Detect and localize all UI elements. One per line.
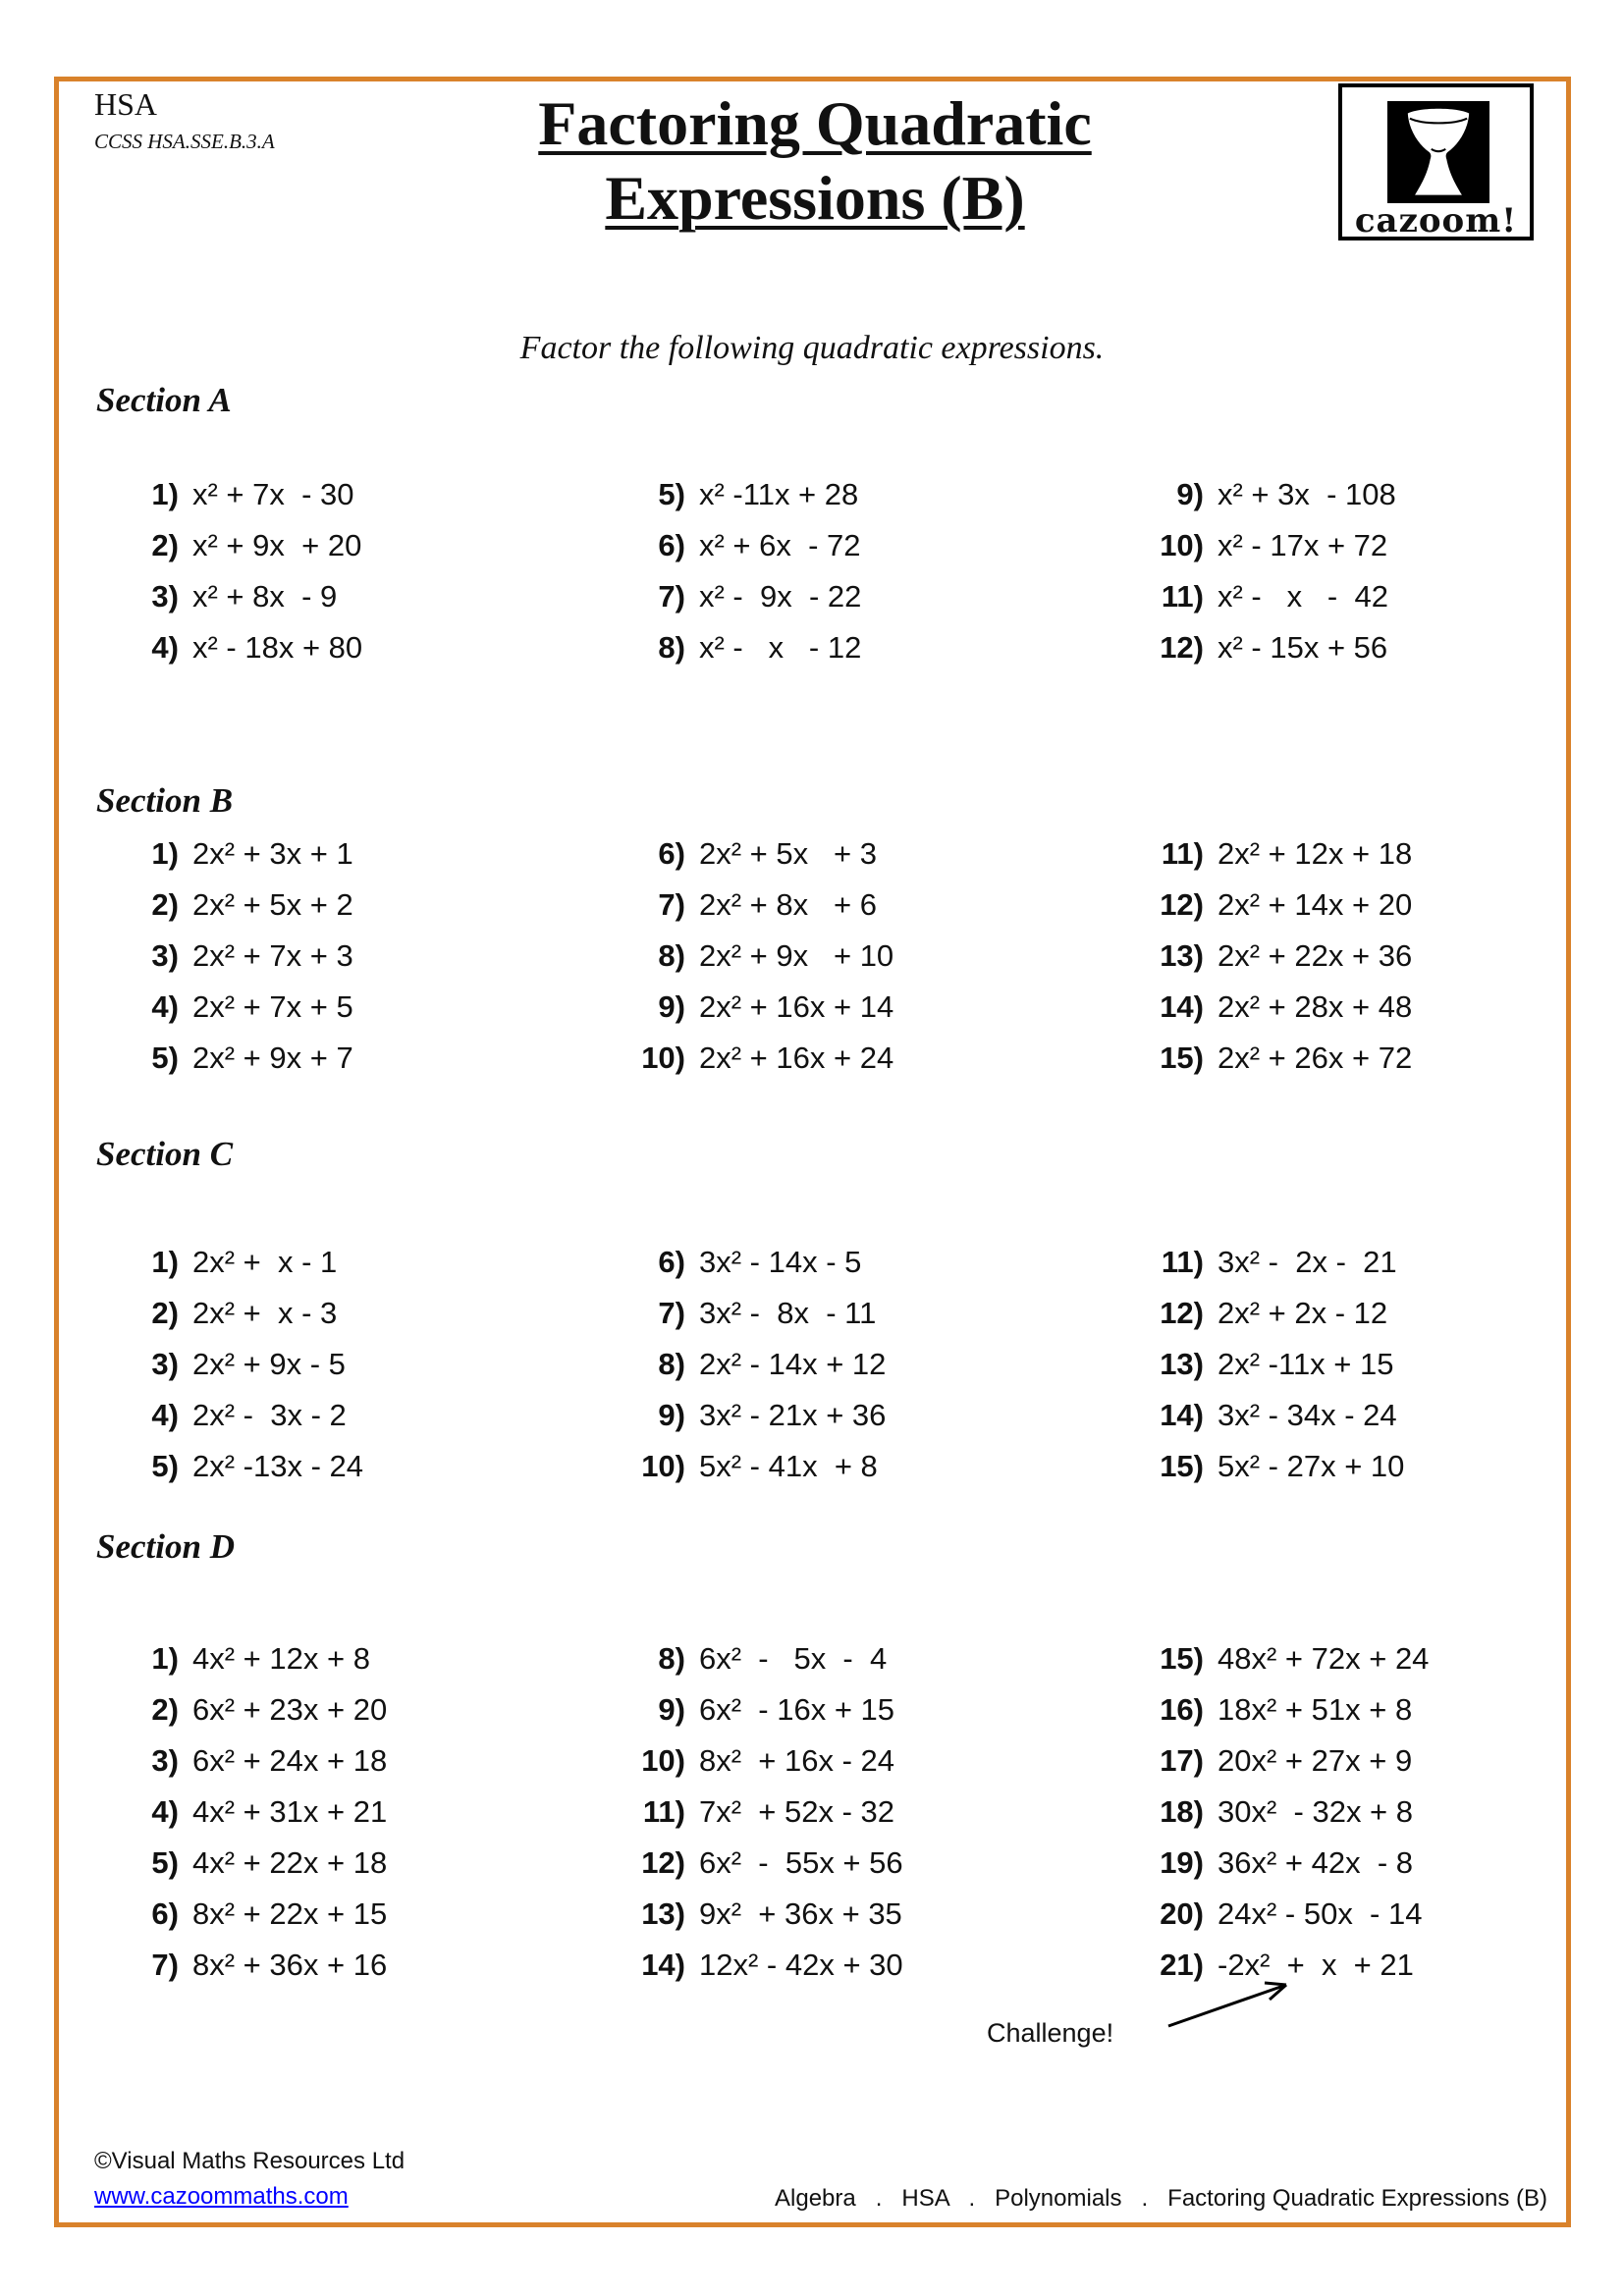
question-item (124, 1735, 387, 1787)
question-item (1149, 622, 1396, 673)
question-expression: 8x² + 36x + 16 (192, 1948, 388, 1982)
question-item (1149, 1633, 1429, 1684)
question-expression: x² -11x + 28 (699, 477, 859, 511)
question-number: 9) (658, 1398, 685, 1432)
question-item (630, 571, 861, 622)
question-item (1149, 1237, 1404, 1288)
question-number: 2) (151, 1296, 179, 1330)
question-number: 12) (1160, 1296, 1204, 1330)
question-expression: 3x² - 14x - 5 (699, 1245, 862, 1279)
section-c-header: Section C (96, 1135, 234, 1173)
question-item (1149, 982, 1412, 1033)
question-expression: 3x² - 34x - 24 (1218, 1398, 1397, 1432)
question-expression: 30x² - 32x + 8 (1218, 1794, 1414, 1829)
question-expression: x² - 18x + 80 (192, 630, 363, 665)
question-expression: 4x² + 12x + 8 (192, 1641, 370, 1676)
question-item (630, 1288, 886, 1339)
question-number: 17) (1160, 1743, 1204, 1778)
question-expression: 12x² - 42x + 30 (699, 1948, 903, 1982)
question-number: 9) (1176, 477, 1204, 511)
question-expression: 6x² - 16x + 15 (699, 1692, 895, 1727)
question-item (124, 1288, 363, 1339)
question-number: 11) (642, 1794, 685, 1829)
question-number: 4) (151, 989, 179, 1024)
question-number: 1) (151, 1641, 179, 1676)
question-number: 5) (151, 1449, 179, 1483)
question-item (124, 520, 362, 571)
question-item (630, 1684, 903, 1735)
question-expression: x² - 9x - 22 (699, 579, 862, 614)
question-item (630, 469, 861, 520)
question-item (1149, 1838, 1429, 1889)
question-expression: 2x² + x - 1 (192, 1245, 338, 1279)
question-number: 8) (658, 630, 685, 665)
question-item (124, 469, 362, 520)
question-item (124, 1237, 363, 1288)
question-expression: 2x² -13x - 24 (192, 1449, 364, 1483)
question-expression: x² - 15x + 56 (1218, 630, 1388, 665)
question-number: 12) (1160, 887, 1204, 922)
question-number: 7) (658, 579, 685, 614)
question-number: 15) (1160, 1449, 1204, 1483)
question-expression: 2x² + 5x + 3 (699, 836, 877, 871)
question-number: 13) (1160, 938, 1204, 973)
question-expression: 2x² + 16x + 14 (699, 989, 894, 1024)
question-number: 4) (151, 1794, 179, 1829)
question-item (124, 622, 362, 673)
question-item (630, 1390, 886, 1441)
title-line-1: Factoring Quadratic (538, 88, 1092, 158)
question-number: 3) (151, 1347, 179, 1381)
question-item (1149, 469, 1396, 520)
question-number: 8) (658, 1641, 685, 1676)
question-expression: 24x² - 50x - 14 (1218, 1896, 1423, 1931)
question-number: 8) (658, 938, 685, 973)
question-expression: 3x² - 8x - 11 (699, 1296, 877, 1330)
question-expression: x² + 8x - 9 (192, 579, 338, 614)
question-item (1149, 1787, 1429, 1838)
question-item (124, 571, 362, 622)
question-item (124, 931, 353, 982)
question-number: 13) (641, 1896, 685, 1931)
question-item (1149, 1390, 1404, 1441)
question-item (124, 1033, 353, 1084)
question-item (630, 1633, 903, 1684)
question-expression: 2x² -11x + 15 (1218, 1347, 1394, 1381)
question-number: 2) (151, 1692, 179, 1727)
question-number: 6) (658, 528, 685, 562)
question-number: 9) (658, 989, 685, 1024)
question-number: 6) (658, 836, 685, 871)
question-expression: x² + 9x + 20 (192, 528, 362, 562)
question-expression: 3x² - 21x + 36 (699, 1398, 887, 1432)
question-item (1149, 1889, 1429, 1940)
footer-link[interactable]: www.cazoommaths.com (94, 2183, 349, 2210)
question-number: 14) (1160, 989, 1204, 1024)
question-expression: 6x² + 24x + 18 (192, 1743, 388, 1778)
question-expression: x² - x - 12 (699, 630, 862, 665)
question-number: 7) (658, 1296, 685, 1330)
question-number: 2) (151, 887, 179, 922)
question-item (124, 1787, 387, 1838)
question-expression: 2x² + 9x + 7 (192, 1041, 353, 1075)
question-item (124, 1390, 363, 1441)
question-number: 4) (151, 1398, 179, 1432)
question-item (1149, 1033, 1412, 1084)
question-expression: 4x² + 22x + 18 (192, 1845, 388, 1880)
section-d-column-2 (630, 1633, 903, 1991)
question-expression: 5x² - 41x + 8 (699, 1449, 878, 1483)
question-expression: -2x² + x + 21 (1218, 1948, 1414, 1982)
question-item (630, 931, 893, 982)
question-number: 7) (151, 1948, 179, 1982)
question-item (1149, 828, 1412, 880)
challenge-arrow-icon (1164, 1971, 1301, 2034)
section-a-column-3 (1149, 469, 1396, 673)
question-expression: 7x² + 52x - 32 (699, 1794, 895, 1829)
question-number: 4) (151, 630, 179, 665)
question-item (630, 1441, 886, 1492)
question-number: 11) (1161, 836, 1204, 871)
question-expression: x² + 7x - 30 (192, 477, 354, 511)
question-item (124, 1889, 387, 1940)
question-number: 1) (151, 836, 179, 871)
question-item (124, 1441, 363, 1492)
question-expression: 20x² + 27x + 9 (1218, 1743, 1413, 1778)
question-number: 11) (1161, 1245, 1204, 1279)
question-item (1149, 1735, 1429, 1787)
section-b-column-3 (1149, 828, 1412, 1084)
question-number: 9) (658, 1692, 685, 1727)
question-expression: 8x² + 22x + 15 (192, 1896, 388, 1931)
question-number: 5) (151, 1845, 179, 1880)
question-number: 10) (641, 1041, 685, 1075)
question-expression: x² - 17x + 72 (1218, 528, 1388, 562)
question-expression: 3x² - 2x - 21 (1218, 1245, 1397, 1279)
question-expression: 36x² + 42x - 8 (1218, 1845, 1414, 1880)
section-d-header: Section D (96, 1527, 235, 1566)
question-expression: 2x² + 22x + 36 (1218, 938, 1413, 973)
question-item (124, 1940, 387, 1991)
question-number: 10) (1160, 528, 1204, 562)
question-number: 6) (658, 1245, 685, 1279)
question-expression: 2x² + 28x + 48 (1218, 989, 1413, 1024)
question-number: 14) (641, 1948, 685, 1982)
question-expression: 2x² + x - 3 (192, 1296, 338, 1330)
question-item (124, 1633, 387, 1684)
question-item (124, 828, 353, 880)
question-number: 2) (151, 528, 179, 562)
question-expression: 2x² + 8x + 6 (699, 887, 877, 922)
standard-code: CCSS HSA.SSE.B.3.A (94, 130, 275, 153)
instruction-text: Factor the following quadratic expressions. (519, 330, 1105, 366)
question-expression: 2x² + 16x + 24 (699, 1041, 894, 1075)
question-expression: 18x² + 51x + 8 (1218, 1692, 1413, 1727)
page-title (245, 86, 1384, 236)
question-number: 19) (1160, 1845, 1204, 1880)
question-item (1149, 931, 1412, 982)
question-item (630, 520, 861, 571)
question-expression: x² + 3x - 108 (1218, 477, 1396, 511)
question-item (630, 1940, 903, 1991)
question-number: 10) (641, 1449, 685, 1483)
question-number: 12) (1160, 630, 1204, 665)
question-expression: 2x² + 12x + 18 (1218, 836, 1413, 871)
question-expression: 48x² + 72x + 24 (1218, 1641, 1430, 1676)
question-item (1149, 1441, 1404, 1492)
challenge-label: Challenge! (987, 2018, 1114, 2048)
question-item (1149, 1288, 1404, 1339)
question-expression: 2x² + 9x + 10 (699, 938, 894, 973)
question-number: 12) (641, 1845, 685, 1880)
question-expression: 2x² + 7x + 3 (192, 938, 353, 973)
question-item (124, 1339, 363, 1390)
question-item (630, 622, 861, 673)
question-expression: 5x² - 27x + 10 (1218, 1449, 1405, 1483)
question-number: 3) (151, 938, 179, 973)
section-b-column-1 (124, 828, 353, 1084)
question-expression: 2x² + 26x + 72 (1218, 1041, 1413, 1075)
question-number: 3) (151, 1743, 179, 1778)
question-item (1149, 1339, 1404, 1390)
question-number: 11) (1161, 579, 1204, 614)
question-item (630, 982, 893, 1033)
question-item (630, 1838, 903, 1889)
question-item (630, 1787, 903, 1838)
section-d-column-3 (1149, 1633, 1429, 1991)
question-item (124, 880, 353, 931)
question-item (630, 1889, 903, 1940)
question-number: 7) (658, 887, 685, 922)
question-number: 21) (1160, 1948, 1204, 1982)
drum-icon (1387, 101, 1489, 203)
question-number: 1) (151, 477, 179, 511)
question-number: 15) (1160, 1041, 1204, 1075)
question-number: 14) (1160, 1398, 1204, 1432)
course-code: HSA (94, 86, 158, 122)
question-number: 15) (1160, 1641, 1204, 1676)
section-a-header: Section A (96, 381, 232, 419)
question-number: 1) (151, 1245, 179, 1279)
question-item (124, 1684, 387, 1735)
cazoom-logo (1338, 83, 1534, 240)
section-c-column-1 (124, 1237, 363, 1492)
question-item (124, 982, 353, 1033)
question-expression: 4x² + 31x + 21 (192, 1794, 388, 1829)
question-expression: x² - x - 42 (1218, 579, 1388, 614)
question-expression: x² + 6x - 72 (699, 528, 861, 562)
question-expression: 9x² + 36x + 35 (699, 1896, 902, 1931)
question-number: 18) (1160, 1794, 1204, 1829)
question-number: 3) (151, 579, 179, 614)
footer-breadcrumb: Algebra . HSA . Polynomials . Factoring Quadratic Expressions (B) (775, 2185, 1547, 2212)
question-item (1149, 520, 1396, 571)
section-b-column-2 (630, 828, 893, 1084)
section-a-column-1 (124, 469, 362, 673)
question-expression: 2x² + 14x + 20 (1218, 887, 1413, 922)
question-number: 13) (1160, 1347, 1204, 1381)
section-c-column-2 (630, 1237, 886, 1492)
question-item (630, 1237, 886, 1288)
question-number: 16) (1160, 1692, 1204, 1727)
question-item (1149, 1684, 1429, 1735)
question-number: 5) (658, 477, 685, 511)
question-number: 20) (1160, 1896, 1204, 1931)
question-number: 10) (641, 1743, 685, 1778)
question-item (630, 1339, 886, 1390)
section-d-column-1 (124, 1633, 387, 1991)
question-expression: 2x² + 2x - 12 (1218, 1296, 1388, 1330)
question-item (630, 828, 893, 880)
section-b-header: Section B (96, 781, 234, 820)
question-number: 8) (658, 1347, 685, 1381)
question-expression: 6x² + 23x + 20 (192, 1692, 388, 1727)
question-expression: 2x² + 5x + 2 (192, 887, 353, 922)
question-expression: 8x² + 16x - 24 (699, 1743, 895, 1778)
title-line-2: Expressions (B) (605, 163, 1025, 233)
question-expression: 2x² - 14x + 12 (699, 1347, 887, 1381)
question-item (630, 880, 893, 931)
question-item (1149, 571, 1396, 622)
question-expression: 2x² + 7x + 5 (192, 989, 353, 1024)
question-number: 5) (151, 1041, 179, 1075)
logo-text: cazoom! (1354, 201, 1518, 240)
question-number: 6) (151, 1896, 179, 1931)
question-expression: 6x² - 55x + 56 (699, 1845, 903, 1880)
question-item (1149, 880, 1412, 931)
question-item (630, 1735, 903, 1787)
question-item (630, 1033, 893, 1084)
question-expression: 2x² + 9x - 5 (192, 1347, 346, 1381)
question-item (124, 1838, 387, 1889)
footer-copyright: ©Visual Maths Resources Ltd (94, 2148, 406, 2174)
question-expression: 2x² - 3x - 2 (192, 1398, 347, 1432)
question-expression: 2x² + 3x + 1 (192, 836, 353, 871)
question-expression: 6x² - 5x - 4 (699, 1641, 888, 1676)
section-a-column-2 (630, 469, 861, 673)
section-c-column-3 (1149, 1237, 1404, 1492)
